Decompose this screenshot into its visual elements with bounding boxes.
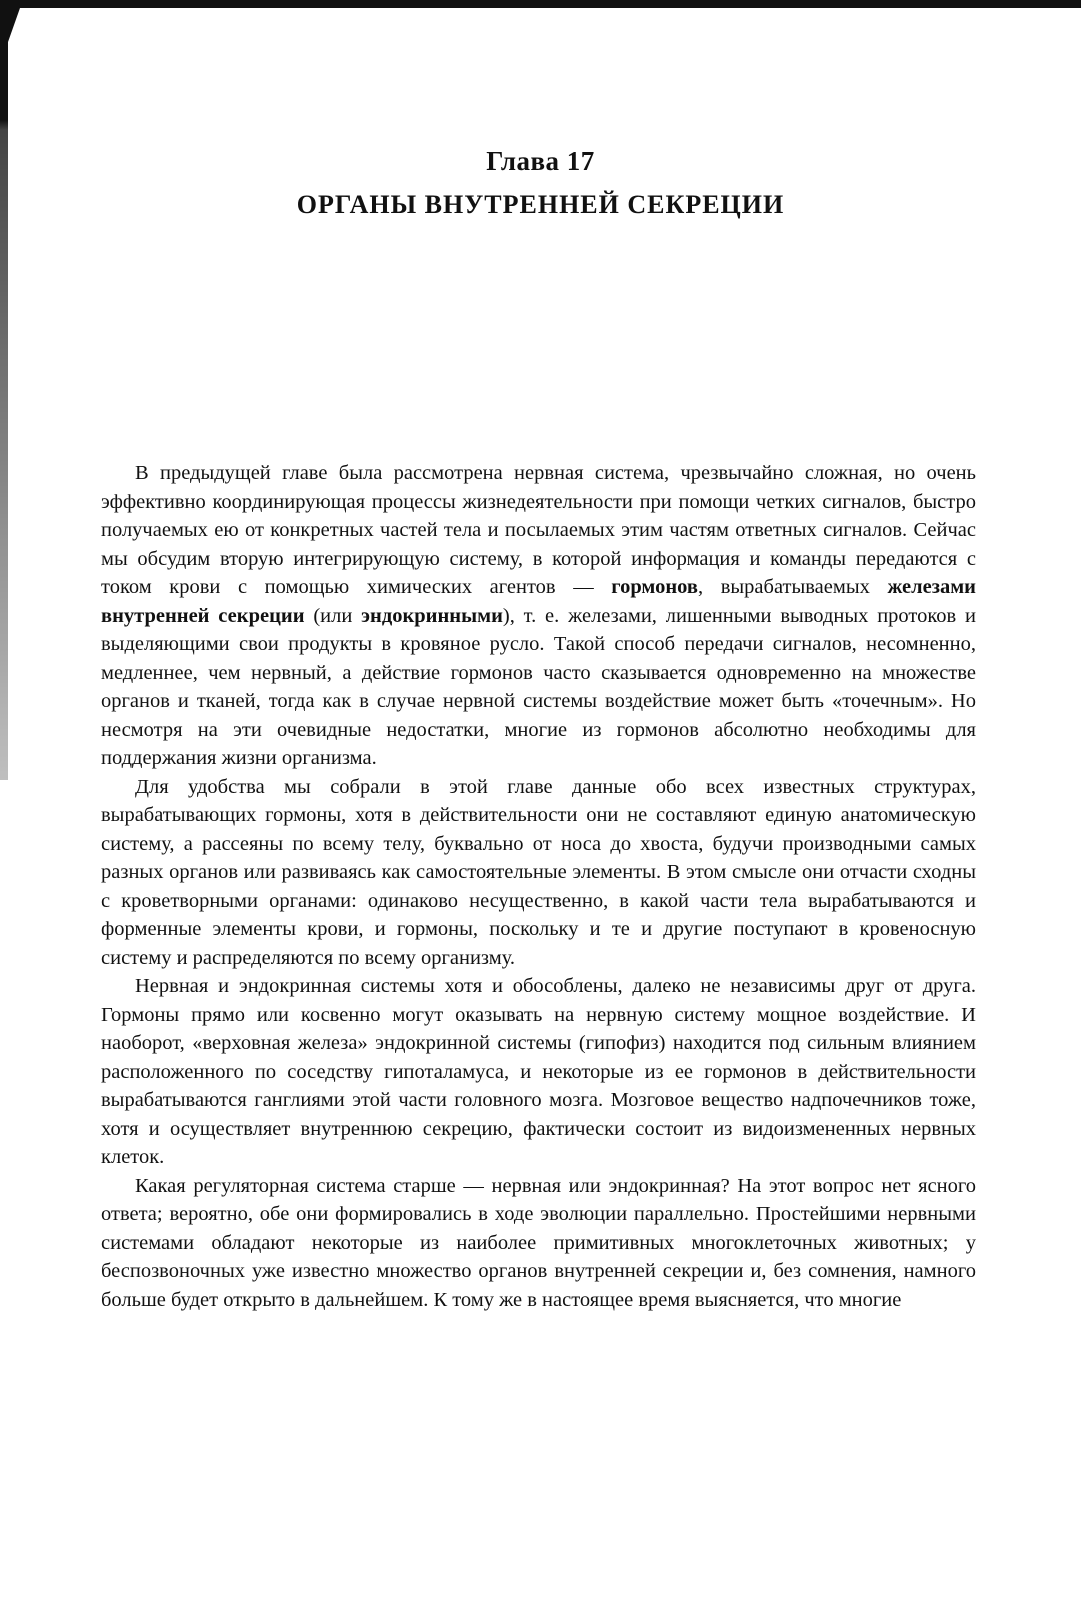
paragraph-1-text-b: , вырабатываемых bbox=[698, 576, 888, 598]
chapter-title: ОРГАНЫ ВНУТРЕННЕЙ СЕКРЕЦИИ bbox=[296, 190, 785, 219]
paragraph-4: Какая регуляторная система старше — нервная или эндокринная? На этот вопрос нет ясного ответа; вероятно, обе они формировались в ходе эволюции параллельно. Простейшими нервными системами обладают некоторые из наиболее примитивных многоклеточных животных; у беспозвоночных уже известно множество органов внутренней секреции и, без сомнения, намного больше будет открыто в дальнейшем. К тому же в настоящее время выясняется, что многие bbox=[101, 1174, 976, 1311]
term-endocrine-glands: железами внутренней секреции bbox=[101, 576, 976, 627]
paragraph-3: Нервная и эндокринная системы хотя и обособлены, далеко не независимы друг от друга. Гормоны прямо или косвенно могут оказывать на нервную систему мощное воздействие. И наоборот, «верховная железа» эндокринной системы (гипофиз) находится под сильным влиянием расположенного по соседству гипоталамуса, и некоторые из ее гормонов в действительности вырабатываются ганглиями этой части головного мозга. Мозговое вещество надпочечников тоже, хотя и осуществляет внутреннюю секрецию, фактически состоит из видоизмененных нервных клеток. bbox=[101, 975, 976, 1168]
paragraph-1-text-a: В предыдущей главе была рассмотрена нервная система, чрезвычайно сложная, но очень эффективно координирующая процессы жизнедеятельности при помощи четких сигналов, быстро получаемых ею от конкретных частей тела и посылаемых этим частям ответных сигналов. Сейчас мы обсудим вторую интегрирующую систему, в которой информация и команды передаются с током крови с помощью химических агентов — bbox=[101, 462, 976, 598]
term-hormones: гормонов bbox=[611, 576, 698, 598]
scan-top-edge bbox=[0, 0, 1081, 8]
term-endocrine: эндокринными bbox=[361, 604, 503, 627]
paragraph-1-text-d: ), т. е. железами, лишенными выводных протоков и выделяющими свои продукты в кровяное русло. Такой способ передачи сигналов, несомненно, медленнее, чем нервный, а действие гормонов часто сказывается одновременно на множестве органов и тканей, тогда как в случае нервной системы воздействие может быть «точечным». Но несмотря на эти очевидные недостатки, многие из гормонов абсолютно необходимы для поддержания жизни организма. bbox=[101, 604, 976, 769]
paragraph-1 bbox=[101, 459, 976, 773]
chapter-number: Глава 17 bbox=[486, 146, 595, 176]
paragraph-1-text-c: (или bbox=[304, 604, 362, 627]
chapter-heading bbox=[90, 143, 991, 223]
scan-left-edge bbox=[0, 0, 8, 780]
scan-corner-mark bbox=[8, 8, 20, 42]
paragraph-2: Для удобства мы собрали в этой главе данные обо всех известных структурах, вырабатывающих гормоны, хотя в действительности они не составляют единую анатомическую систему, а рассеяны по всему телу, буквально от носа до хвоста, будучи производными самых разных органов или развиваясь как самостоятельные элементы. В этом смысле они отчасти сходны с кроветворными органами: одинаково несущественно, в какой части тела вырабатываются и форменные элементы крови, и гормоны, поскольку и те и другие поступают в кровеносную систему и распределяются по всему организму. bbox=[101, 775, 976, 969]
chapter-body bbox=[101, 459, 976, 1314]
